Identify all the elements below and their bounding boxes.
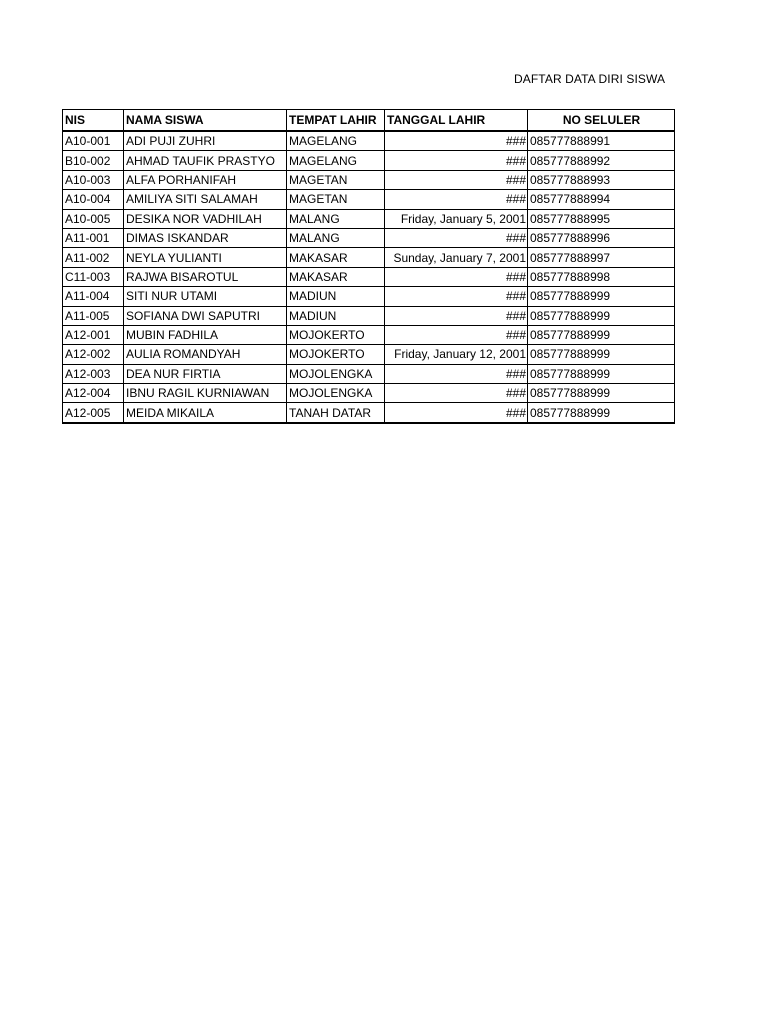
cell-tempat-lahir: MAGETAN <box>287 170 385 189</box>
cell-tempat-lahir: MOJOLENGKA <box>287 364 385 383</box>
table-row <box>63 287 675 306</box>
cell-tanggal-lahir: ### <box>385 267 528 286</box>
cell-tempat-lahir: MADIUN <box>287 287 385 306</box>
cell-nis: A10-001 <box>63 131 124 151</box>
cell-no-seluler: 085777888999 <box>528 384 675 403</box>
cell-tempat-lahir: MALANG <box>287 228 385 247</box>
cell-nis: B10-002 <box>63 151 124 170</box>
cell-no-seluler: 085777888999 <box>528 364 675 383</box>
table-row <box>63 403 675 423</box>
table-row <box>63 306 675 325</box>
cell-tanggal-lahir: Friday, January 12, 2001 <box>385 345 528 364</box>
cell-tanggal-lahir: ### <box>385 190 528 209</box>
cell-tanggal-lahir: ### <box>385 306 528 325</box>
cell-tanggal-lahir: ### <box>385 325 528 344</box>
cell-nama-siswa: MUBIN FADHILA <box>124 325 287 344</box>
header-tanggal-lahir: TANGGAL LAHIR <box>385 110 528 132</box>
cell-no-seluler: 085777888998 <box>528 267 675 286</box>
cell-nama-siswa: AHMAD TAUFIK PRASTYO <box>124 151 287 170</box>
cell-no-seluler: 085777888999 <box>528 403 675 423</box>
cell-nama-siswa: ADI PUJI ZUHRI <box>124 131 287 151</box>
cell-tanggal-lahir: ### <box>385 403 528 423</box>
header-nama-siswa: NAMA SISWA <box>124 110 287 132</box>
cell-no-seluler: 085777888997 <box>528 248 675 267</box>
cell-tanggal-lahir: ### <box>385 170 528 189</box>
cell-tempat-lahir: MOJOKERTO <box>287 325 385 344</box>
cell-no-seluler: 085777888995 <box>528 209 675 228</box>
header-tempat-lahir: TEMPAT LAHIR <box>287 110 385 132</box>
cell-no-seluler: 085777888991 <box>528 131 675 151</box>
table-row <box>63 209 675 228</box>
cell-tempat-lahir: MAKASAR <box>287 248 385 267</box>
table-row <box>63 384 675 403</box>
cell-tanggal-lahir: ### <box>385 131 528 151</box>
cell-tanggal-lahir: ### <box>385 151 528 170</box>
cell-tempat-lahir: MAKASAR <box>287 267 385 286</box>
cell-no-seluler: 085777888999 <box>528 325 675 344</box>
cell-nama-siswa: DEA NUR FIRTIA <box>124 364 287 383</box>
cell-no-seluler: 085777888996 <box>528 228 675 247</box>
table-row <box>63 364 675 383</box>
cell-nama-siswa: ALFA PORHANIFAH <box>124 170 287 189</box>
table-row <box>63 228 675 247</box>
table-row <box>63 267 675 286</box>
table-header-row <box>63 110 675 132</box>
cell-nama-siswa: SOFIANA DWI SAPUTRI <box>124 306 287 325</box>
cell-tempat-lahir: MOJOLENGKA <box>287 384 385 403</box>
table-row <box>63 325 675 344</box>
cell-nis: A12-001 <box>63 325 124 344</box>
cell-tanggal-lahir: ### <box>385 364 528 383</box>
cell-nama-siswa: RAJWA BISAROTUL <box>124 267 287 286</box>
header-no-seluler: NO SELULER <box>528 110 675 132</box>
table-row <box>63 170 675 189</box>
cell-no-seluler: 085777888993 <box>528 170 675 189</box>
table-row <box>63 131 675 151</box>
cell-no-seluler: 085777888994 <box>528 190 675 209</box>
cell-nis: A12-005 <box>63 403 124 423</box>
cell-nis: A10-003 <box>63 170 124 189</box>
table-body <box>63 131 675 423</box>
cell-no-seluler: 085777888999 <box>528 345 675 364</box>
student-data-table <box>62 109 675 424</box>
header-nis: NIS <box>63 110 124 132</box>
table-row <box>63 190 675 209</box>
cell-nis: A12-002 <box>63 345 124 364</box>
cell-no-seluler: 085777888999 <box>528 287 675 306</box>
cell-nis: A12-003 <box>63 364 124 383</box>
cell-nama-siswa: NEYLA YULIANTI <box>124 248 287 267</box>
cell-no-seluler: 085777888999 <box>528 306 675 325</box>
cell-nis: A11-001 <box>63 228 124 247</box>
cell-tempat-lahir: TANAH DATAR <box>287 403 385 423</box>
cell-nis: C11-003 <box>63 267 124 286</box>
table-row <box>63 345 675 364</box>
cell-nama-siswa: AMILIYA SITI SALAMAH <box>124 190 287 209</box>
table-row <box>63 151 675 170</box>
cell-tanggal-lahir: Friday, January 5, 2001 <box>385 209 528 228</box>
cell-nama-siswa: MEIDA MIKAILA <box>124 403 287 423</box>
cell-nama-siswa: DESIKA NOR VADHILAH <box>124 209 287 228</box>
cell-nis: A11-004 <box>63 287 124 306</box>
cell-tempat-lahir: MADIUN <box>287 306 385 325</box>
cell-tempat-lahir: MAGELANG <box>287 151 385 170</box>
cell-nis: A12-004 <box>63 384 124 403</box>
cell-tanggal-lahir: ### <box>385 384 528 403</box>
cell-nama-siswa: IBNU RAGIL KURNIAWAN <box>124 384 287 403</box>
cell-nama-siswa: AULIA ROMANDYAH <box>124 345 287 364</box>
cell-nis: A11-002 <box>63 248 124 267</box>
cell-tempat-lahir: MAGETAN <box>287 190 385 209</box>
cell-no-seluler: 085777888992 <box>528 151 675 170</box>
cell-nis: A11-005 <box>63 306 124 325</box>
cell-tanggal-lahir: ### <box>385 228 528 247</box>
table-row <box>63 248 675 267</box>
cell-tanggal-lahir: Sunday, January 7, 2001 <box>385 248 528 267</box>
cell-tempat-lahir: MOJOKERTO <box>287 345 385 364</box>
cell-nis: A10-004 <box>63 190 124 209</box>
cell-nis: A10-005 <box>63 209 124 228</box>
cell-tempat-lahir: MAGELANG <box>287 131 385 151</box>
cell-nama-siswa: DIMAS ISKANDAR <box>124 228 287 247</box>
cell-tanggal-lahir: ### <box>385 287 528 306</box>
cell-nama-siswa: SITI NUR UTAMI <box>124 287 287 306</box>
cell-tempat-lahir: MALANG <box>287 209 385 228</box>
document-title: DAFTAR DATA DIRI SISWA <box>514 72 666 86</box>
